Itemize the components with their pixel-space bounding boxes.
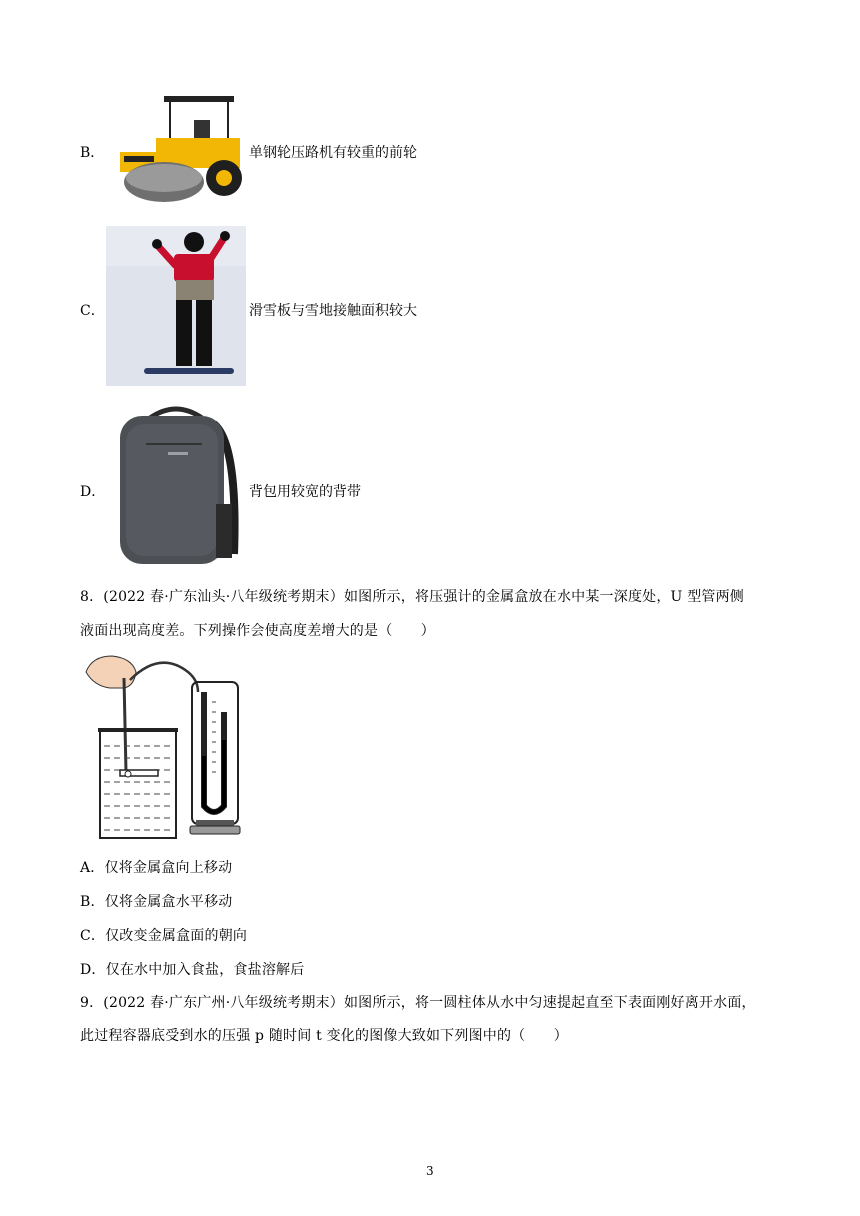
q8-option-a: A．仅将金属盒向上移动 [80, 860, 233, 876]
option-d-letter: D． [80, 484, 106, 500]
q8-option-d: D．仅在水中加入食盐，食盐溶解后 [80, 962, 305, 978]
pressure-gauge-figure [80, 652, 244, 840]
option-c-text: 滑雪板与雪地接触面积较大 [249, 303, 417, 319]
snowboarder-image [106, 226, 246, 386]
option-c-letter: C． [80, 303, 105, 319]
option-d-text: 背包用较宽的背带 [249, 484, 361, 500]
road-roller-image [106, 90, 246, 208]
q8-option-c: C．仅改变金属盒面的朝向 [80, 928, 248, 944]
question-9-line-1: 9．(2022 春·广东广州·八年级统考期末）如图所示，将一圆柱体从水中匀速提起直至下表面刚好离开水面， [80, 995, 756, 1011]
page-number: 3 [426, 1164, 434, 1178]
backpack-image [106, 404, 246, 568]
option-b-text: 单钢轮压路机有较重的前轮 [249, 145, 417, 161]
question-9-line-2: 此过程容器底受到水的压强 p 随时间 t 变化的图像大致如下列图中的（ ） [80, 1028, 568, 1044]
q8-option-b: B．仅将金属盒水平移动 [80, 894, 233, 910]
question-8-line-2: 液面出现高度差。下列操作会使高度差增大的是（ ） [80, 623, 435, 639]
question-8-line-1: 8．(2022 春·广东汕头·八年级统考期末）如图所示，将压强计的金属盒放在水中某一深度处，U 型管两侧 [80, 589, 744, 605]
option-b-letter: B． [80, 145, 105, 161]
